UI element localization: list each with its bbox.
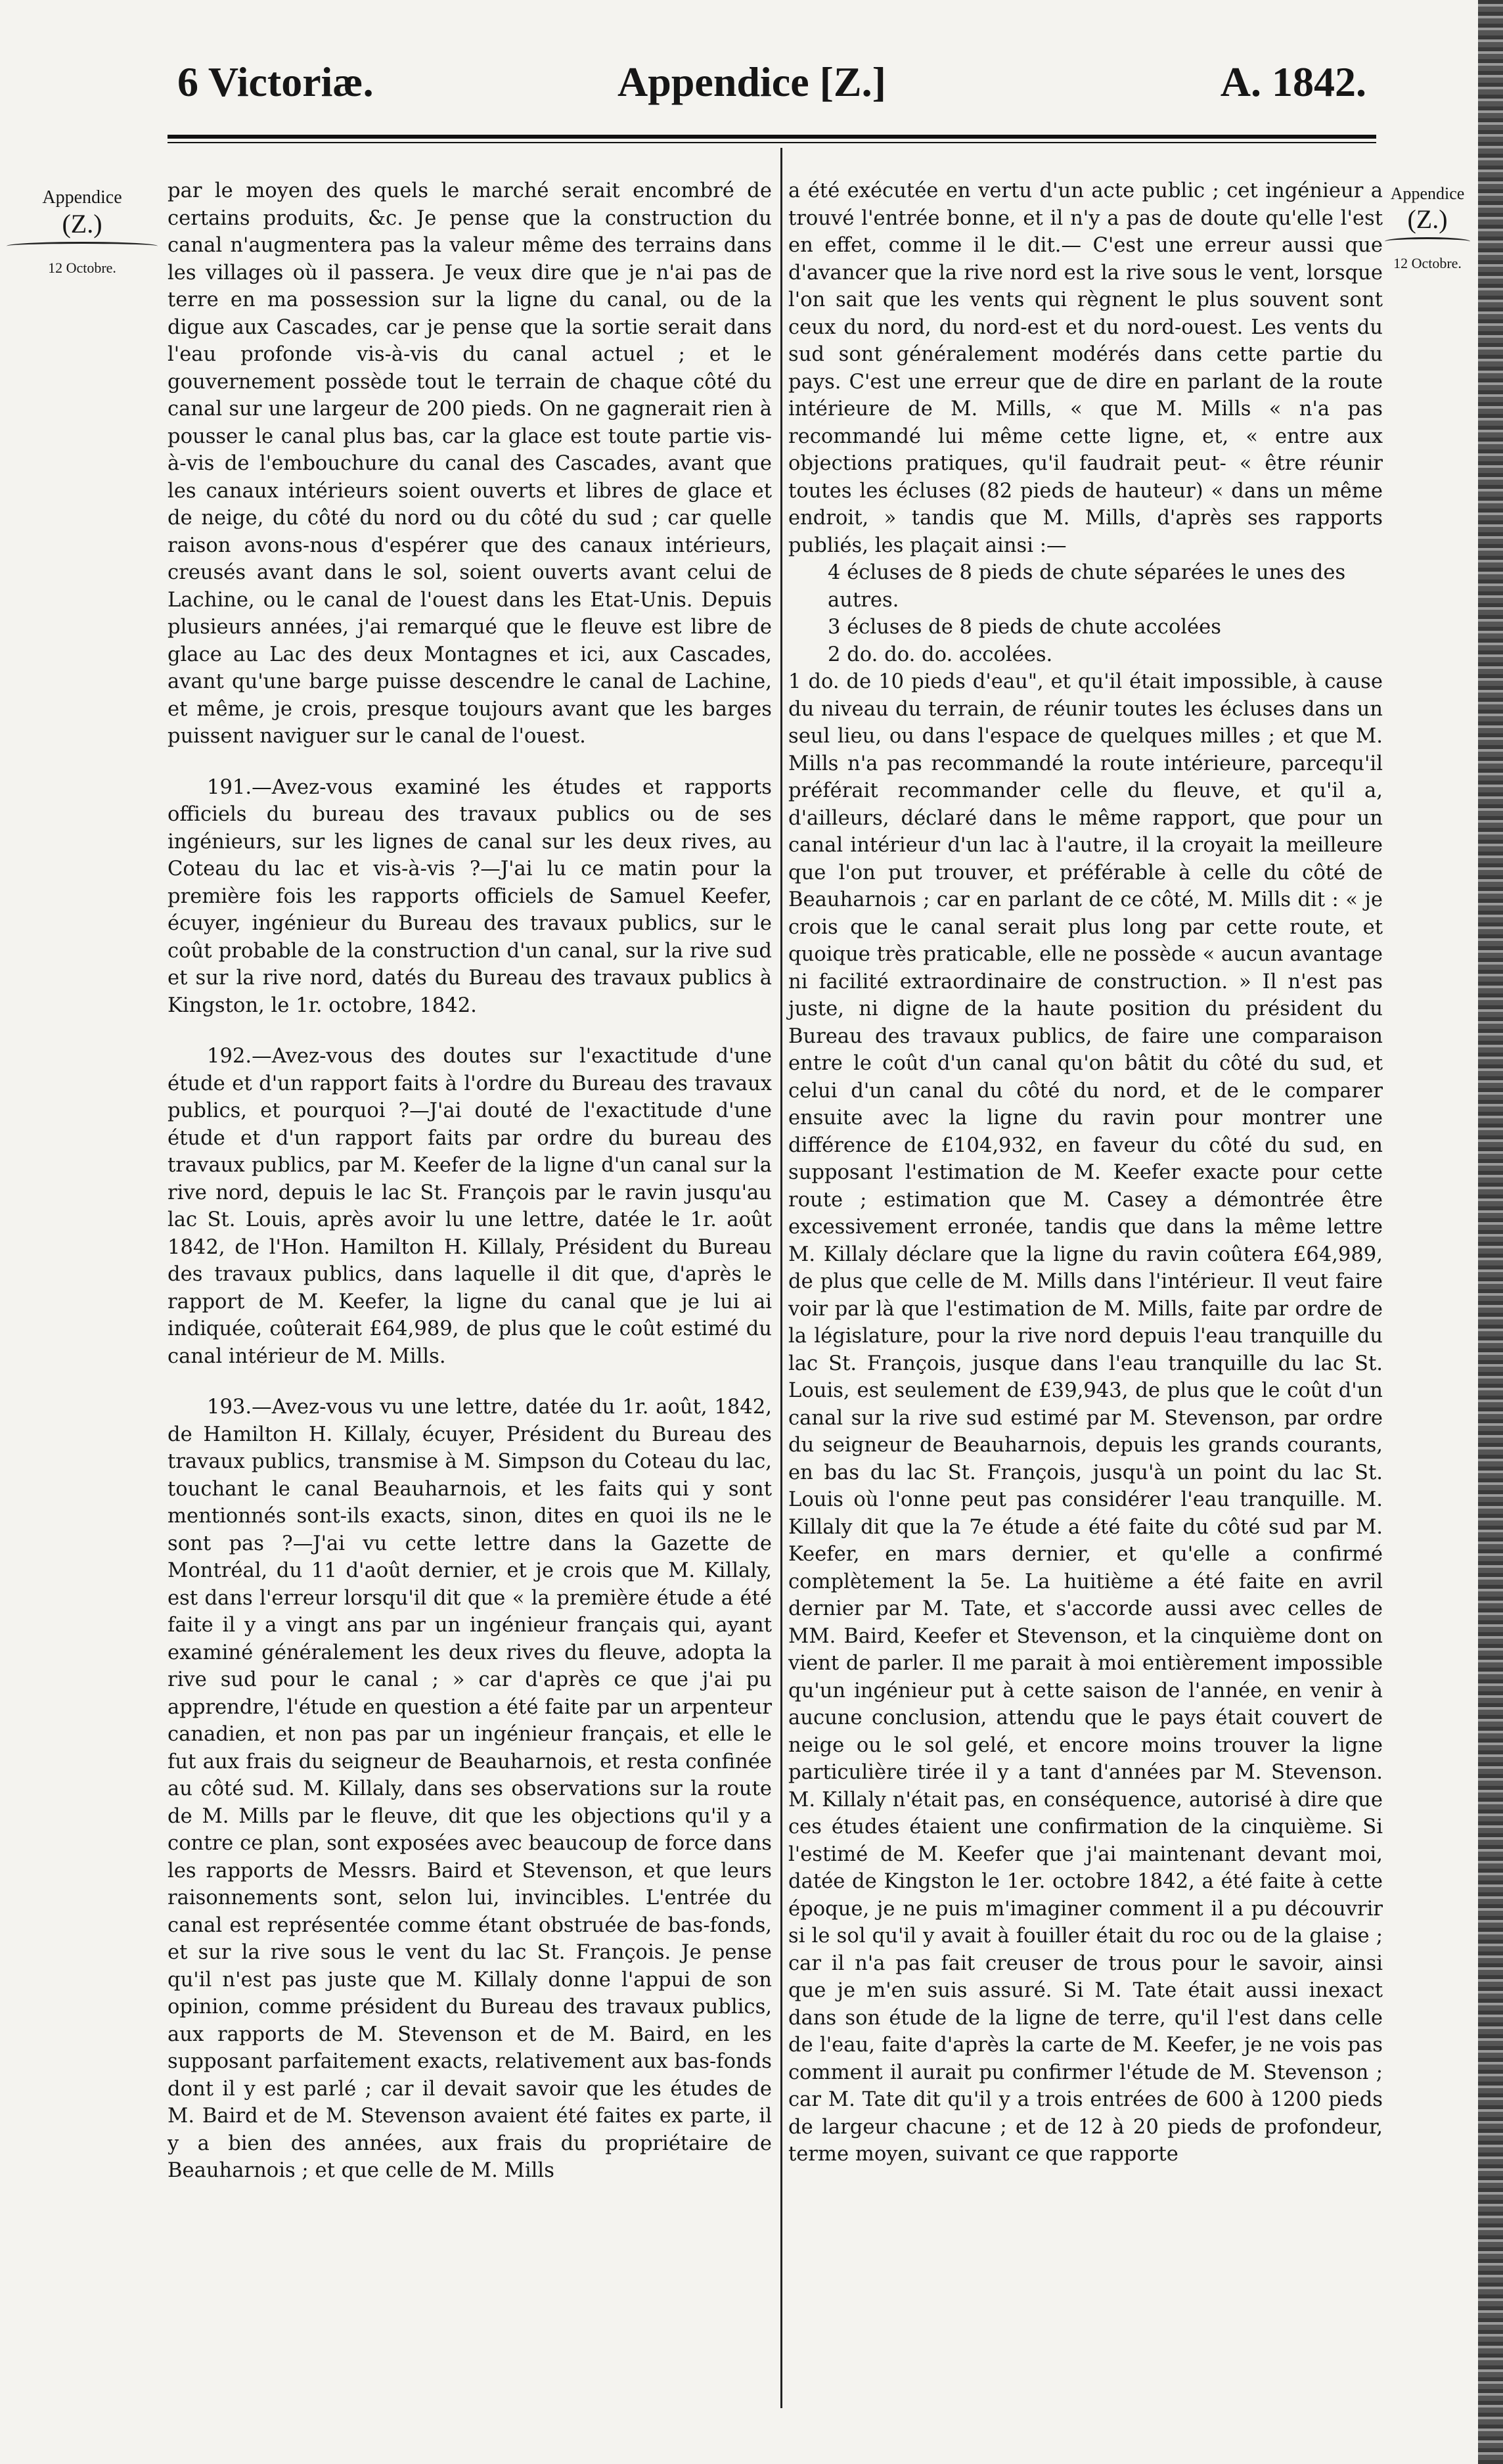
paragraph: par le moyen des quels le marché serait encombré de certains produits, &c. Je pense que la construction du canal n'augmentera pas la valeur même des terrains dans les villages où il passera. Je veux dire que je n'ai pas de terre en ma possession sur la ligne du canal, ou de la digue aux Cascades, car je pense que la sortie serait dans l'eau profonde vis-à-vis du canal actuel ; et le gouvernement possède tout le terrain de chaque côté du canal sur une largeur de 200 pieds. On ne gagnerait rien à pousser le canal plus bas, car la glace est toute partie vis-à-vis de l'embouchure du canal des Cascades, avant que les canaux intérieurs soient ouverts et libres de glace et de neige, du côté du nord ou du côté du sud ; car quelle raison avons-nous d'espérer que des canaux intérieurs, creusés avant dans le sol, soient ouverts avant celui de Lachine, ou le canal de l'ouest dans les Etat-Unis. Depuis plusieurs années, j'ai remarqué que le fleuve est libre de glace au Lac des deux Montagnes et ici, aux Cascades, avant qu'une barge puisse descendre le canal de Lachine, et même, je crois, presque toujours avant que les barges puissent naviguer sur le canal de l'ouest. xyxy=(168,179,772,748)
header-session: 6 Victoriæ. xyxy=(177,58,374,105)
question-193: 193.—Avez-vous vu une lettre, datée du 1r. août, 1842, de Hamilton H. Killaly, écuyer, Président du Bureau des travaux publics, transmise à M. Simpson du Coteau du lac, touchant le canal Beauharnois, et les faits qui y sont mentionnés sont-ils exacts, sinon, dites en quoi ils ne le sont pas ?—J'ai vu cette lettre dans la Gazette de Montréal, du 11 d'août dernier, et je crois que M. Killaly, est dans l'erreur lorsqu'il dit que « la première étude a été faite il y a vingt ans par un ingénieur français qui, ayant examiné généralement les deux rives du fleuve, adopta la rive sud pour le canal ; » car d'après ce que j'ai pu apprendre, l'étude en question a été faite par un arpenteur canadien, et non pas par un ingénieur français, et elle le fut aux frais du seigneur de Beauharnois, et resta confinée au côté sud. M. Killaly, dans ses observations sur la route de M. Mills par le fleuve, dit que les objections qu'il y a contre ce plan, sont exposées avec beaucoup de force dans les rapports de Messrs. Baird et Stevenson, et que leurs raisonnements sont, selon lui, invincibles. L'entrée du canal est représentée comme étant obstruée de bas-fonds, et sur la rive sous le vent du lac St. François. Je pense qu'il n'est pas juste que M. Killaly donne l'appui de son opinion, comme président du Bureau des travaux publics, aux rapports de M. Stevenson et de M. Baird, en les supposant parfaitement exacts, relativement aux bas-fonds dont il y est parlé ; car il devait savoir que les études de M. Baird et de M. Stevenson avaient été faites ex parte, il y a bien des années, aux frais du propriétaire de Beauharnois ; et que celle de M. Mills xyxy=(168,1396,772,2182)
left-column xyxy=(168,177,772,2185)
header-rule-thick xyxy=(168,135,1376,139)
margin-appendice-label: Appendice xyxy=(1390,184,1465,203)
lock-list-item: 4 écluses de 8 pieds de chute séparées le unes des autres. xyxy=(828,561,1346,612)
margin-z-label: (Z.) xyxy=(1407,204,1448,234)
right-margin-note xyxy=(1378,184,1477,272)
scan-edge xyxy=(1478,0,1503,2464)
page-header xyxy=(171,58,1373,117)
header-appendix-title: Appendice [Z.] xyxy=(617,58,886,105)
column-divider xyxy=(780,148,782,2408)
question-192: 192.—Avez-vous des doutes sur l'exactitude d'une étude et d'un rapport faits à l'ordre du Bureau des travaux publics, et pourquoi ?—J'ai douté de l'exactitude d'une étude et d'un rapport faits par ordre du bureau des travaux publics, par M. Keefer de la ligne d'un canal sur la rive nord, depuis le lac St. François par le ravin jusqu'au lac St. Louis, après avoir lu une lettre, datée le 1r. août 1842, de l'Hon. Hamilton H. Killaly, Président du Bureau des travaux publics, dans laquelle il dit que, d'après le rapport de M. Keefer, la ligne du canal que je lui ai indiquée, coûterait £64,989, de plus que le coût estimé du canal intérieur de M. Mills. xyxy=(168,1045,772,1368)
paragraph: a été exécutée en vertu d'un acte public ; cet ingénieur a trouvé l'entrée bonne, et il n'y a pas de doute qu'elle l'est en effet, comme il le dit.— C'est une erreur aussi que d'avancer que la rive nord est la rive sous le vent, lorsque l'on sait que les vents qui règnent le plus souvent sont ceux du nord, du nord-est et du nord-ouest. Les vents du sud sont généralement modérés dans cette partie du pays. C'est une erreur que de dire en parlant de la route intérieure de M. Mills, « que M. Mills « n'a pas recommandé lui même cette ligne, et, « entre aux objections pratiques, qu'il faudrait peut- « être réunir toutes les écluses (82 pieds de hauteur) « dans un même endroit, » tandis que M. Mills, d'après ses rapports publiés, les plaçait ainsi :— xyxy=(788,179,1383,557)
margin-date-label: 12 Octobre. xyxy=(1393,255,1462,271)
right-column xyxy=(788,177,1383,2168)
margin-brace xyxy=(1385,237,1470,246)
margin-z-label: (Z.) xyxy=(62,209,102,239)
header-year: A. 1842. xyxy=(1220,58,1366,105)
margin-appendice-label: Appendice xyxy=(42,187,122,208)
paragraph: 1 do. de 10 pieds d'eau", et qu'il était impossible, à cause du niveau du terrain, de réunir toutes les écluses dans un seul lieu, ou dans l'espace de quelques milles ; et que M. Mills n'a pas recommandé la route intérieure, parcequ'il préférait recommander celle du fleuve, et qu'il a, d'ailleurs, déclaré dans le même rapport, que pour un canal intérieur d'un lac à l'autre, il la croyait la meilleure que l'on put trouver, et préférable à celle du côté de Beauharnois ; car en parlant de ce côté, M. Mills dit : « je crois que le canal serait plus long par cette route, et quoique très praticable, elle ne possède « aucun avantage ni facilité extraordinaire de construction. » Il n'est pas juste, ni digne de la haute position du président du Bureau des travaux publics, de faire une comparaison entre le coût d'un canal qu'on bâtit du côté du sud, et celui d'un canal du côté du nord, et de le comparer ensuite avec la ligne du ravin pour montrer une différence de £104,932, en faveur du côté du sud, en supposant l'estimation de M. Keefer exacte pour cette route ; estimation que M. Casey a démontrée être excessivement erronée, tandis que dans la même lettre M. Killaly déclare que la ligne du ravin coûtera £64,989, de plus que celle de M. Mills dans l'intérieur. Il veut faire voir par là que l'estimation de M. Mills, faite par ordre de la législature, pour la rive nord depuis l'eau tranquille du lac St. François, jusque dans l'eau tranquille du lac St. Louis, est seulement de £39,943, de plus que le coût d'un canal sur la rive sud estimé par M. Stevenson, par ordre du seigneur de Beauharnois, depuis les grands courants, en bas du lac St. François, jusqu'à un point du lac St. Louis où l'onne peut pas considérer l'eau tranquille. M. Killaly dit que la 7e étude a été faite du côté sud par M. Keefer, en mars dernier, et qu'elle a confirmé complètement la 5e. La huitième a été faite en avril dernier par M. Tate, et s'accorde aussi avec celles de MM. Baird, Keefer et Stevenson, et la cinquième dont on vient de parler. Il me parait à moi entièrement impossible qu'un ingénieur put à cette saison de l'année, en venir à aucune conclusion, attendu que le pays était couvert de neige ou le sol gelé, et encore moins trouver la ligne particulière tirée il y a tant d'années par M. Stevenson. M. Killaly n'était pas, en conséquence, autorisé à dire que ces études étaient une confirmation de la cinquième. Si l'estimé de M. Keefer que j'ai maintenant devant moi, datée de Kingston le 1er. octobre 1842, a été faite à cette époque, je ne puis m'imaginer comment il a pu découvrir si le sol qu'il y avait à fouiller était du roc ou de la glaise ; car il n'a pas fait creuser de trous pour le savoir, ainsi que je m'en suis assuré. Si M. Tate était aussi inexact dans son étude de la ligne de terre, qu'il l'est dans celle de l'eau, faite d'après la carte de M. Keefer, je ne vois pas comment il aurait pu confirmer l'étude de M. Stevenson ; car M. Tate dit qu'il y a trois entrées de 600 à 1200 pieds de largeur chacune ; et de 12 à 20 pieds de profondeur, terme moyen, suivant ce que rapporte xyxy=(788,670,1383,2166)
header-rule-thin xyxy=(168,142,1376,143)
margin-date-label: 12 Octobre. xyxy=(48,260,116,276)
margin-brace xyxy=(7,242,158,250)
left-margin-note xyxy=(0,187,164,277)
lock-list-item: 3 écluses de 8 pieds de chute accolées xyxy=(828,616,1221,639)
lock-list-item: 2 do. do. do. accolées. xyxy=(828,643,1053,666)
question-191: 191.—Avez-vous examiné les études et rapports officiels du bureau des travaux publics ou de ses ingénieurs, sur les lignes de canal sur les deux rives, au Coteau du lac et vis-à-vis ?—J'ai lu ce matin pour la première fois les rapports officiels de Samuel Keefer, écuyer, ingénieur du Bureau des travaux publics, sur le coût probable de la construction d'un canal, sur la rive sud et sur la rive nord, datés du Bureau des travaux publics à Kingston, le 1r. octobre, 1842. xyxy=(168,775,772,1017)
